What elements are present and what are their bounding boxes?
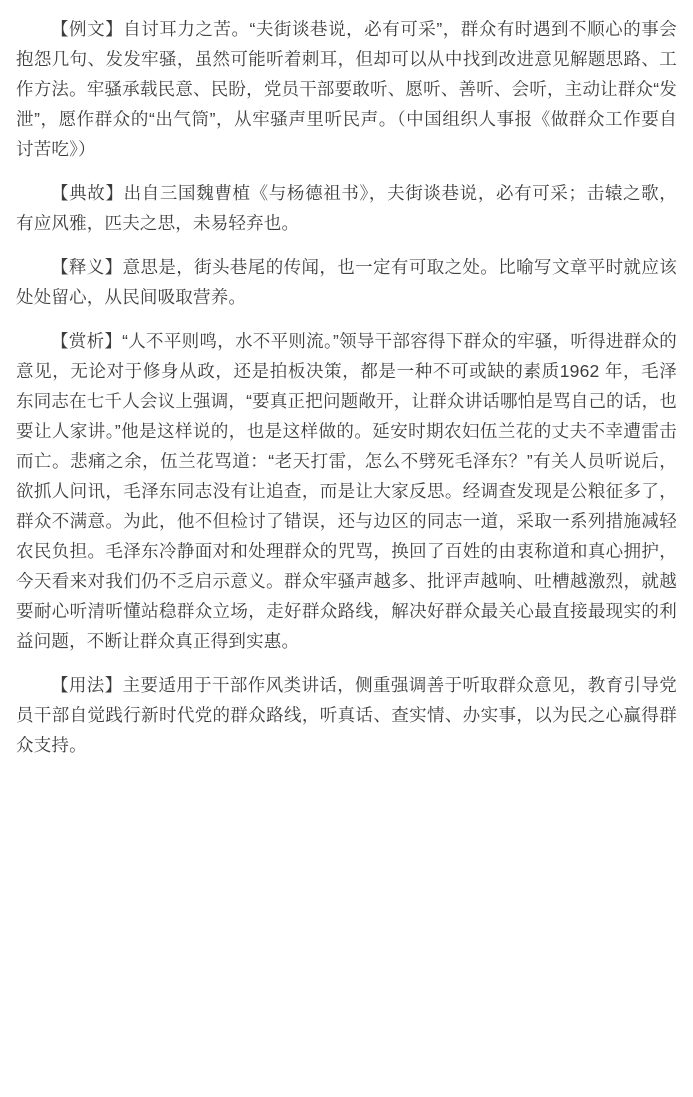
paragraph-definition: 【释义】意思是，街头巷尾的传闻，也一定有可取之处。比喻写文章平时就应该处处留心，从民间吸取营养。: [16, 257, 677, 307]
paragraph-appreciation: 【赏析】“人不平则鸣，水不平则流。”领导干部容得下群众的牢骚，听得进群众的意见，无论对于修身从政，还是拍板决策，都是一种不可或缺的素质1962 年，毛泽东同志在七千人会议上强调，“要真正把问题敞开，让群众讲话哪怕是骂自己的话，也要让人家讲。”他是这样说的，也是这样做的。延安时期农妇伍兰花的丈夫不幸遭雷击而亡。悲痛之余，伍兰花骂道：“老天打雷，怎么不劈死毛泽东？”有关人员听说后，欲抓人问讯，毛泽东同志没有让追查，而是让大家反思。经调查发现是公粮征多了，群众不满意。为此，他不但检讨了错误，还与边区的同志一道，采取一系列措施减轻农民负担。毛泽东冷静面对和处理群众的咒骂，换回了百姓的由衷称道和真心拥护，今天看来对我们仍不乏启示意义。群众牢骚声越多、批评声越响、吐槽越激烈，就越要耐心听清听懂站稳群众立场，走好群众路线，解决好群众最关心最直接最现实的利益问题，不断让群众真正得到实惠。: [16, 331, 677, 651]
paragraph-usage: 【用法】主要适用于干部作风类讲话，侧重强调善于听取群众意见，教育引导党员干部自觉践行新时代党的群众路线，听真话、查实情、办实事，以为民之心赢得群众支持。: [16, 675, 677, 755]
paragraph-allusion: 【典故】出自三国魏曹植《与杨德祖书》，夫街谈巷说，必有可采；击辕之歌，有应风雅，匹夫之思，未易轻弃也。: [16, 183, 677, 233]
paragraph-example: 【例文】自讨耳力之苦。“夫街谈巷说，必有可采”，群众有时遇到不顺心的事会抱怨几句、发发牢骚，虽然可能听着刺耳，但却可以从中找到改进意见解题思路、工作方法。牢骚承载民意、民盼，党员干部要敢听、愿听、善听、会听，主动让群众“发泄”，愿作群众的“出气筒”，从牢骚声里听民声。（中国组织人事报《做群众工作要自讨苦吃》）: [16, 19, 677, 159]
